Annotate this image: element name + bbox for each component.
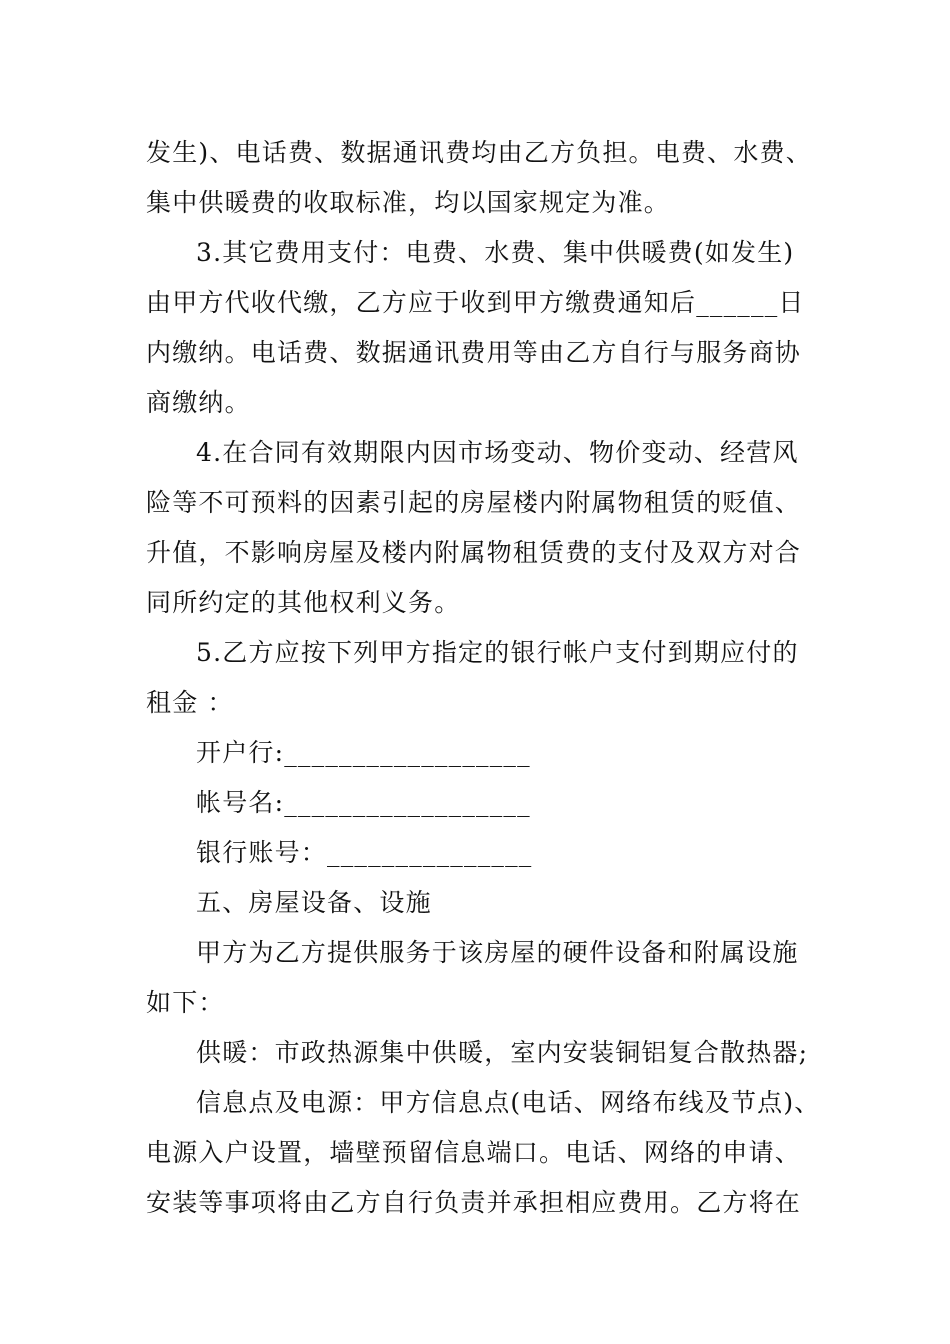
paragraph-4-start: 4.在合同有效期限内因市场变动、物价变动、经营风: [196, 438, 799, 467]
account-name-field: 帐号名:__________________: [196, 788, 531, 817]
text-line: 如下：: [146, 988, 225, 1017]
account-number-field: 银行账号：_______________: [196, 838, 533, 867]
text-line: 同所约定的其他权利义务。: [146, 588, 461, 617]
text-line: 险等不可预料的因素引起的房屋楼内附属物租赁的贬值、: [146, 488, 802, 517]
paragraph-5-start: 5.乙方应按下列甲方指定的银行帐户支付到期应付的: [196, 638, 799, 667]
bank-name-field: 开户行:__________________: [196, 738, 531, 767]
paragraph-3-start: 3.其它费用支付：电费、水费、集中供暖费(如发生): [196, 238, 795, 267]
text-line: 租金 ：: [146, 688, 234, 717]
text-line: 商缴纳。: [146, 388, 251, 417]
text-line: 甲方为乙方提供服务于该房屋的硬件设备和附属设施: [196, 938, 799, 967]
text-line: 内缴纳。电话费、数据通讯费用等由乙方自行与服务商协: [146, 338, 802, 367]
text-line: 由甲方代收代缴，乙方应于收到甲方缴费通知后______日: [146, 288, 805, 317]
text-line: 电源入户设置，墙壁预留信息端口。电话、网络的申请、: [146, 1138, 802, 1167]
heating-item: 供暖：市政热源集中供暖，室内安装铜铝复合散热器;: [196, 1038, 809, 1067]
section-heading: 五、房屋设备、设施: [196, 888, 432, 917]
text-line: 发生)、电话费、数据通讯费均由乙方负担。电费、水费、: [146, 138, 812, 167]
text-line: 升值，不影响房屋及楼内附属物租赁费的支付及双方对合: [146, 538, 802, 567]
info-point-item: 信息点及电源：甲方信息点(电话、网络布线及节点)、: [196, 1088, 821, 1117]
text-line: 安装等事项将由乙方自行负责并承担相应费用。乙方将在: [146, 1188, 802, 1217]
text-line: 集中供暖费的收取标准，均以国家规定为准。: [146, 188, 671, 217]
